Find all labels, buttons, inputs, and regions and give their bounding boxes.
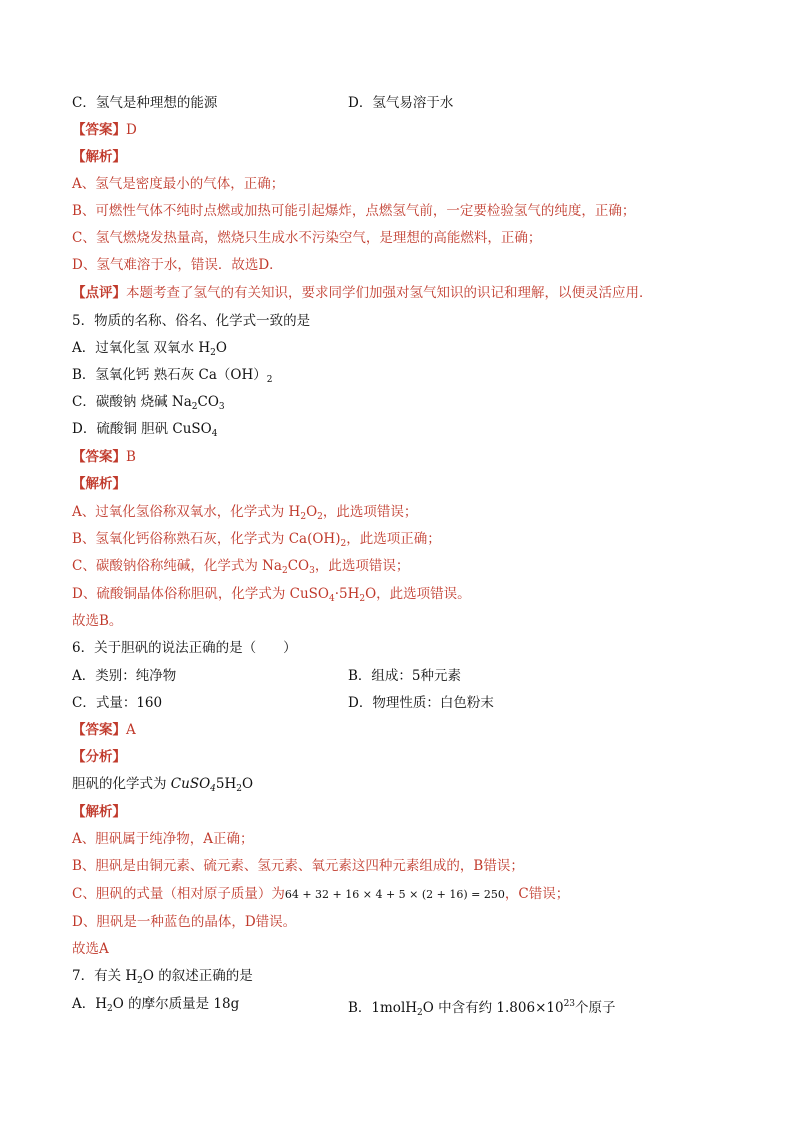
- q5-analysis-tag: 【解析】: [72, 476, 126, 492]
- q6-option-b: B．组成：5种元素: [348, 668, 462, 684]
- q6-fenxi: 胆矾的化学式为 $CuSO_45H_2O$: [72, 776, 254, 794]
- q6-stem: 6．关于胆矾的说法正确的是（ ）: [72, 640, 297, 656]
- q7-option-a: A．$H_2O$ 的摩尔质量是 18g: [72, 996, 240, 1014]
- q7-stem: 7．有关 $H_2O$ 的叙述正确的是: [72, 968, 253, 986]
- q6-fenxi-tag: 【分析】: [72, 749, 126, 765]
- comment-text: 本题考查了氢气的有关知识，要求同学们加强对氢气知识的识记和理解，以便灵活应用．: [126, 285, 653, 301]
- q4-answer: [72, 121, 137, 139]
- q6-analysis-c: C、胆矾的式量（相对原子质量）为64 + 32 + 16 × 4 + 5 × (2 + 16) = 250，C错误；: [72, 886, 570, 902]
- q6-option-c: C．式量：160: [72, 695, 163, 711]
- q5-option-b: B．氢氧化钙 熟石灰 $Ca(OH)_2$: [72, 367, 273, 385]
- q7-option-b: B．1molH$_2$O 中含有约 $1.806\times 10^{23}$个原子: [348, 999, 616, 1018]
- q6-analysis-b: B、胆矾是由铜元素、硫元素、氢元素、氧元素这四种元素组成的，B错误；: [72, 858, 524, 874]
- q4-analysis-b: B、可燃性气体不纯时点燃或加热可能引起爆炸，点燃氢气前，一定要检验氢气的纯度，正确；: [72, 203, 636, 219]
- q6-answer: 【答案】A: [72, 722, 136, 738]
- q4-analysis-a: A、氢气是密度最小的气体，正确；: [72, 176, 285, 192]
- q5-analysis-a: A、过氧化氢俗称双氧水，化学式为 $H_2O_2$，此选项错误；: [72, 504, 418, 522]
- q6-analysis-d: D、胆矾是一种蓝色的晶体，D错误。: [72, 914, 297, 930]
- formula: $CuSO_45H_2O$: [170, 776, 254, 794]
- q6-options-ab: [72, 667, 462, 685]
- q5-analysis-d: D、硫酸铜晶体俗称胆矾，化学式为 $CuSO_4\cdot 5H_2O$，此选项错误。: [72, 586, 471, 604]
- q5-stem: 5．物质的名称、俗名、化学式一致的是: [72, 313, 311, 329]
- answer-value: D: [126, 122, 137, 138]
- q5-option-a: A．过氧化氢 双氧水 $H_2O$: [72, 340, 227, 358]
- q4-option-c: C．氢气是种理想的能源: [72, 95, 218, 111]
- q4-analysis-tag: 【解析】: [72, 149, 126, 165]
- q6-conclusion: 故选A: [72, 941, 109, 957]
- q6-option-a: A．类别：纯净物: [72, 668, 177, 684]
- q6-analysis-a: A、胆矾属于纯净物，A正确；: [72, 831, 254, 847]
- q6-analysis-tag: 【解析】: [72, 804, 126, 820]
- q4-comment: [72, 284, 653, 302]
- q4-analysis-c: C、氢气燃烧发热量高，燃烧只生成水不污染空气，是理想的高能燃料，正确；: [72, 230, 542, 246]
- q5-option-c: C．碳酸钠 烧碱 $Na_2CO_3$: [72, 394, 225, 412]
- q4-options-cd: [72, 94, 454, 112]
- comment-tag: 【点评】: [72, 285, 126, 301]
- q7-options-ab: [72, 995, 616, 1018]
- q4-option-d: D．氢气易溶于水: [348, 95, 454, 111]
- q5-conclusion: 故选B。: [72, 613, 123, 629]
- q5-analysis-c: C、碳酸钠俗称纯碱，化学式为 $Na_2CO_3$，此选项错误；: [72, 558, 410, 576]
- answer-tag: 【答案】: [72, 122, 126, 138]
- q6-options-cd: [72, 694, 494, 712]
- q4-analysis-d: D、氢气难溶于水，错误．故选D．: [72, 257, 283, 273]
- q5-option-d: D．硫酸铜 胆矾 CuSO$_4$: [72, 421, 218, 439]
- q5-answer: 【答案】B: [72, 449, 136, 465]
- q5-analysis-b: B、氢氧化钙俗称熟石灰，化学式为 $Ca(OH)_2$，此选项正确；: [72, 531, 441, 549]
- q6-option-d: D．物理性质：白色粉末: [348, 695, 494, 711]
- calc-expression: 64 + 32 + 16 × 4 + 5 × (2 + 16) = 250: [284, 888, 505, 901]
